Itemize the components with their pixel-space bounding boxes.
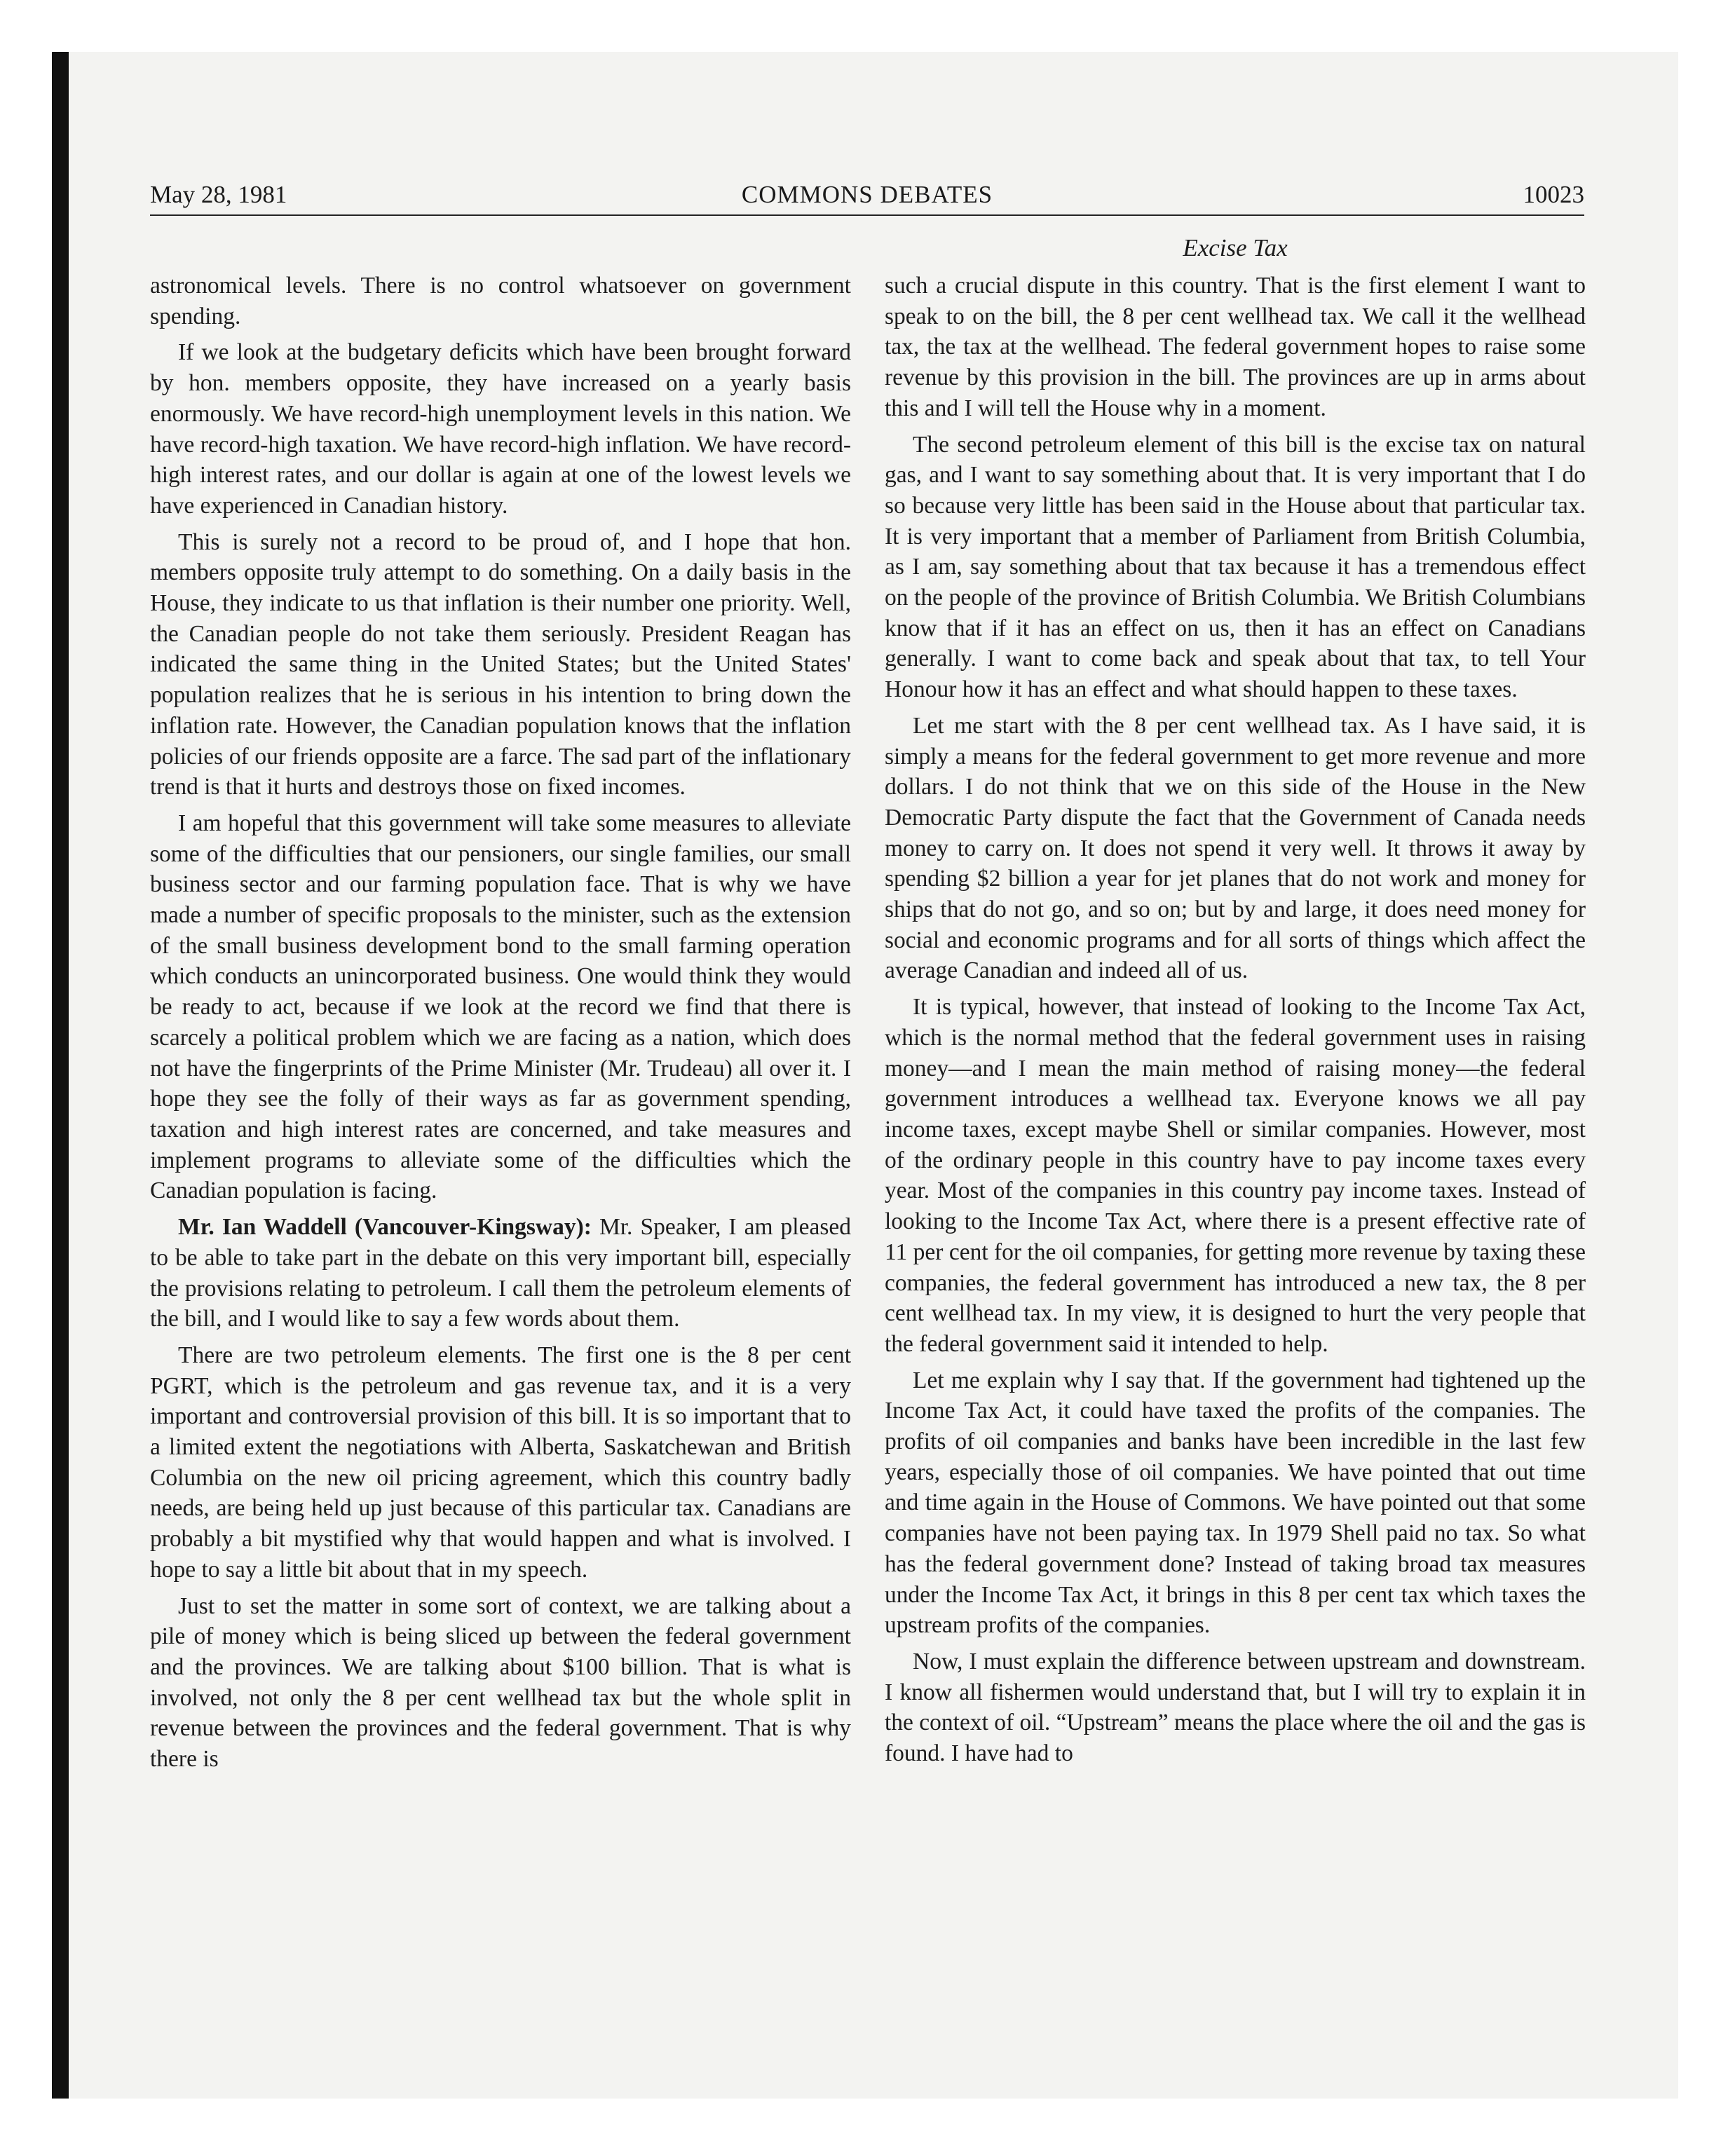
header-date: May 28, 1981 [150,181,287,208]
right-column [885,271,1586,1775]
speaker-paragraph [150,1212,851,1335]
left-paragraph-4: I am hopeful that this government will take some measures to alleviate some of the difficulties that our pensioners, our single families, our small business sector and our farming population face. That is why we have made a number of specific proposals to the minister, such as the extension of the small business development bond to the small farming operation which conducts an unincorporated business. One would think they would be ready to act, because if we look at the record we find that there is scarcely a political problem which we are facing as a nation, which does not have the fingerprints of the Prime Minister (Mr. Trudeau) all over it. I hope they see the folly of their ways as far as government spending, taxation and high interest rates are concerned, and take measures and implement programs to alleviate some of the difficulties which the Canadian population is facing. [150,810,851,1204]
left-paragraph-1: astronomical levels. There is no control whatsoever on government spending. [150,273,851,329]
speaker-name: Mr. Ian Waddell (Vancouver-Kingsway): [178,1214,592,1241]
right-paragraph-4: It is typical, however, that instead of looking to the Income Tax Act, which is the normal method that the federal government uses in raising money—and I mean the main method of raising money—the federal government introduces a wellhead tax. Everyone knows we all pay income taxes, except maybe Shell or similar companies. However, most of the ordinary people in this country have to pay income taxes every year. Most of the companies in this country pay income taxes. Instead of looking to the Income Tax Act, where there is a present effective rate of 11 per cent for the oil companies, for getting more revenue by taxing these companies, the federal government has introduced a new tax, the 8 per cent wellhead tax. In my view, it is designed to hurt the very people that the federal government said it intended to help. [885,994,1586,1357]
right-paragraph-3: Let me start with the 8 per cent wellhead tax. As I have said, it is simply a means for the federal government to get more revenue and more dollars. I do not think that we on this side of the House in the New Democratic Party dispute the fact that the Government of Canada needs money to carry on. It does not spend it very well. It throws it away by spending $2 billion a year for jet planes that do not work and money for ships that do not go, and so on; but by and large, it does need money for social and economic programs and for all sorts of things which affect the average Canadian and indeed all of us. [885,712,1586,984]
right-paragraph-1: such a crucial dispute in this country. That is the first element I want to speak to on the bill, the 8 per cent wellhead tax. We call it the wellhead tax, the tax at the wellhead. The federal government hopes to raise some revenue by this provision in the bill. The provinces are up in arms about this and I will tell the House why in a moment. [885,273,1586,421]
section-title: Excise Tax [1183,234,1288,261]
left-paragraph-3: This is surely not a record to be proud of, and I hope that hon. members opposite truly attempt to do something. On a daily basis in the House, they indicate to us that inflation is their number one priority. Well, the Canadian people do not take them seriously. President Reagan has indicated the same thing in the United States; but the United States' population realizes that he is serious in his intention to bring down the inflation rate. However, the Canadian population knows that the inflation policies of our friends opposite are a farce. The sad part of the inflationary trend is that it hurts and destroys those on fixed incomes. [150,528,851,800]
header-page-number: 10023 [1523,181,1584,208]
left-paragraph-5: Mr. Speaker, I am pleased to be able to take part in the debate on this very important bill, especially the provisions relating to petroleum. I call them the petroleum elements of the bill, and I would like to say a few words about them. [150,1214,851,1332]
running-header [150,181,1584,216]
left-paragraph-7: Just to set the matter in some sort of context, we are talking about a pile of money which is being sliced up between the federal government and the provinces. We are talking about $100 billion. That is what is involved, not only the 8 per cent wellhead tax but the whole split in revenue between the provinces and the federal government. That is why there is [150,1592,851,1773]
scan-binding-edge [52,52,69,2099]
left-column [150,271,851,1780]
right-paragraph-6: Now, I must explain the difference between upstream and downstream. I know all fishermen would understand that, but I will try to explain it in the context of oil. “Upstream” means the place where the oil and the gas is found. I have had to [885,1648,1586,1767]
right-paragraph-5: Let me explain why I say that. If the government had tightened up the Income Tax Act, it could have taxed the profits of the companies. The profits of oil companies and banks have been incredible in the last few years, especially those of oil companies. We have pointed that out time and time again in the House of Commons. We have pointed out that some companies have not been paying tax. In 1979 Shell paid no tax. So what has the federal government done? Instead of taking broad tax measures under the Income Tax Act, it brings in this 8 per cent tax which taxes the upstream profits of the companies. [885,1367,1586,1639]
right-paragraph-2: The second petroleum element of this bill is the excise tax on natural gas, and I want to say something about that. It is very important that I do so because very little has been said in the House about that particular tax. It is very important that a member of Parliament from British Columbia, as I am, say something about that tax because it has a tremendous effect on the people of the province of British Columbia. We British Columbians know that if it has an effect on us, then it has an effect on Canadians generally. I want to come back and speak about that tax, to tell Your Honour how it has an effect and what should happen to these taxes. [885,431,1586,703]
left-paragraph-2: If we look at the budgetary deficits which have been brought forward by hon. members opposite, they have increased on a yearly basis enormously. We have record-high unemployment levels in this nation. We have record-high taxation. We have record-high inflation. We have record-high interest rates, and our dollar is again at one of the lowest levels we have experienced in Canadian history. [150,339,851,519]
header-publication-title: COMMONS DEBATES [741,181,993,208]
header-rule [150,214,1584,216]
left-paragraph-6: There are two petroleum elements. The first one is the 8 per cent PGRT, which is the petroleum and gas revenue tax, and it is a very important and controversial provision of this bill. It is so important that to a limited extent the negotiations with Alberta, Saskatchewan and British Columbia on the new oil pricing agreement, which this country badly needs, are being held up just because of this particular tax. Canadians are probably a bit mystified why that would happen and what is involved. I hope to say a little bit about that in my speech. [150,1342,851,1583]
